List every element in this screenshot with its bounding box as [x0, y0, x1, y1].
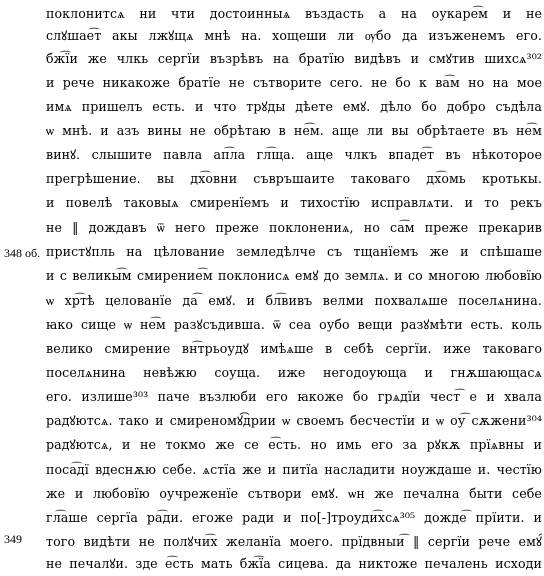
folio-reference: 349: [4, 532, 22, 546]
folio-reference: 348 об.: [4, 246, 41, 260]
text-line: винꙋ. слышите павла ап͡ла гл͡ща. аще члкъ впаде͡т въ нѣкоторое: [46, 147, 542, 162]
text-line: бж͡їи же члкь сергїи възрѣвъ на братїю видѣвъ и смꙋтив шихсѧ³⁰²: [46, 51, 542, 66]
text-line: не ‖ дождавъ ѿ него преже поклонениѧ, но са͡м преже прекарив: [46, 220, 542, 235]
text-line: поклонитсѧ ни чти достоинныѧ въздасть а на оукаре͡м и не: [46, 6, 542, 21]
text-line: того видѣти не полꙋчи͡х желанїа моего. прїдвныи͡ ‖ сергїи рече емꙋ͡: [46, 534, 542, 549]
text-line: и с великы͡м смирение͡м поклонисѧ емꙋ до землѧ. и со многою любовїю: [46, 268, 542, 283]
text-line: не печалꙋи. зде е͡сть мать бж͡їа сицева. да никтоже печалень исходи: [46, 556, 542, 571]
text-line: пристꙋпль на цѣлование земледѣлче съ тщанїемъ же и спѣшаше: [46, 244, 542, 259]
text-line: слꙋшае͡т акы лжꙋщѧ мнѣ на. хощеши ли ѹбо да изъженемъ его.: [46, 28, 542, 43]
text-line: прегрѣшение. вы дх͡овни съвръшаите таковаго дх͡омь кротькы.: [46, 171, 542, 186]
text-line: ꙗко сище ѡ не͡м разꙋсъдивша. ѿ сеа оубо вещи разꙋмѣти есть. коль: [46, 317, 542, 332]
text-line: велико смирение вн͡трьоудꙋ имѣѧше в себѣ сергїи. иже таковаго: [46, 341, 542, 356]
text-line: его. излише³⁰³ паче възлюби его ꙗкоже бо грѧдїи чест͡ е и хвала: [46, 389, 542, 404]
text-line: же и любовїю оучреженїе сътвори емꙋ. ѡн же печална быти себе: [46, 486, 542, 501]
text-line: поса͡дї вдеснѫю себе. ѧстїа же и питїа насладити ноуждаше и. честїю: [46, 462, 542, 477]
text-line: и рече никакоже братїе не сътворите сего. не бо к ва͡м но на мое: [46, 75, 542, 90]
text-line: и повелѣ таковыѧ смиренїемъ и тихостїю исправлѧти. и то рекъ: [46, 195, 542, 210]
text-line: гл͡аше сергїа ра͡ди. егоже ради и по[-]троуди͡хсѧ³⁰⁵ дожде͡ прїити. и: [46, 510, 542, 525]
text-line: радꙋютсѧ. тако и смиреномꙋ͡дрии ѡ своемъ бесчестїи и ѡ оу͡ сѫжени³⁰⁴: [46, 413, 542, 428]
text-line: имѧ пришелъ есть. и что трꙋды дѣете емꙋ. дѣло бо добро съдѣла: [46, 99, 542, 114]
text-line: ѡ мнѣ. и азъ вины не обрѣтаю в не͡м. аще ли вы обрѣтаете въ не͡м: [46, 123, 542, 138]
text-line: поселѧнина невѣжю соуща. иже негодоующа и гнѫшающасѧ: [46, 365, 542, 380]
text-line: радꙋютсѧ, и не токмо же се е͡сть. но имь его за рꙋкѫ прїѧвны и: [46, 437, 542, 452]
text-line: ѡ хр͡тѣ целованїе да͡ емꙋ. и бл͡вивъ велми похвалѧше поселѧнина.: [46, 293, 542, 308]
